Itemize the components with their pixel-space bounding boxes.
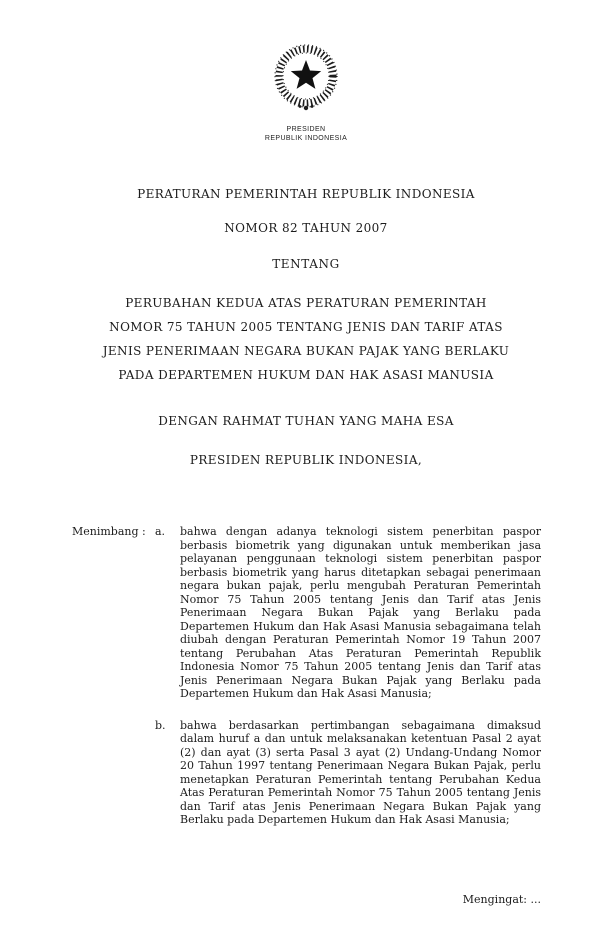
subject-line-2: NOMOR 75 TAHUN 2005 TENTANG JENIS DAN TARIF ATAS <box>109 320 503 334</box>
agency-caption-line1: PRESIDEN <box>286 126 326 133</box>
president-line: PRESIDEN REPUBLIK INDONESIA, <box>189 453 423 467</box>
subject-line-1: PERUBAHAN KEDUA ATAS PERATURAN PEMERINTAH <box>125 296 487 310</box>
presidential-star-emblem-icon <box>269 38 343 116</box>
regulation-number: NOMOR 82 TAHUN 2007 <box>224 221 388 235</box>
menimbang-clause <box>72 525 541 827</box>
list-item <box>155 525 541 701</box>
agency-caption <box>0 125 612 143</box>
item-text-a: bahwa dengan adanya teknologi sistem penerbitan paspor berbasis biometrik yang digunakan untuk memberikan jasa pelayanan penggunaan teknologi sistem penerbitan paspor berbasis biometrik yang harus ditetapkan sebagai penerimaan negara bukan pajak, perlu mengubah Peraturan Pemerintah Nomor 75 Tahun 2005 tentang Jenis dan Tarif atas Jenis Penerimaan Negara Bukan Pajak yang Berlaku pada Departemen Hukum dan Hak Asasi Manusia sebagaimana telah diubah dengan Peraturan Pemerintah Nomor 19 Tahun 2007 tentang Perubahan Atas Peraturan Pemerintah Republik Indonesia Nomor 75 Tahun 2005 tentang Jenis dan Tarif atas Jenis Penerimaan Negara Bukan Pajak yang Berlaku pada Departemen Hukum dan Hak Asasi Manusia; <box>180 525 541 700</box>
item-marker-a: a. <box>155 525 166 538</box>
tentang-label: TENTANG <box>272 257 340 271</box>
list-item <box>155 719 541 827</box>
agency-caption-line2: REPUBLIK INDONESIA <box>264 135 348 142</box>
document-header <box>0 0 612 143</box>
document-body <box>72 525 541 827</box>
item-text-b: bahwa berdasarkan pertimbangan sebagaimana dimaksud dalam huruf a dan untuk melaksanakan ketentuan Pasal 2 ayat (2) dan ayat (3) serta Pasal 3 ayat (2) Undang-Undang Nomor 20 Tahun 1997 tentang Penerimaan Negara Bukan Pajak, perlu menetapkan Peraturan Pemerintah tentang Perubahan Kedua Atas Peraturan Pemerintah Nomor 75 Tahun 2005 tentang Jenis dan Tarif atas Jenis Penerimaan Negara Bukan Pajak yang Berlaku pada Departemen Hukum dan Hak Asasi Manusia; <box>180 718 541 826</box>
item-marker-b: b. <box>155 718 166 732</box>
menimbang-items <box>155 525 541 827</box>
page-continuation-catchword: Mengingat: ... <box>462 893 541 906</box>
regulation-title: PERATURAN PEMERINTAH REPUBLIK INDONESIA <box>137 187 475 201</box>
menimbang-label: Menimbang <box>72 525 139 538</box>
menimbang-separator: : <box>142 525 146 538</box>
subject-line-3: JENIS PENERIMAAN NEGARA BUKAN PAJAK YANG BERLAKU <box>102 344 510 358</box>
grace-line: DENGAN RAHMAT TUHAN YANG MAHA ESA <box>158 414 454 428</box>
title-block <box>0 187 612 467</box>
regulation-subject <box>0 291 612 387</box>
subject-line-4: PADA DEPARTEMEN HUKUM DAN HAK ASASI MANUSIA <box>118 368 494 382</box>
